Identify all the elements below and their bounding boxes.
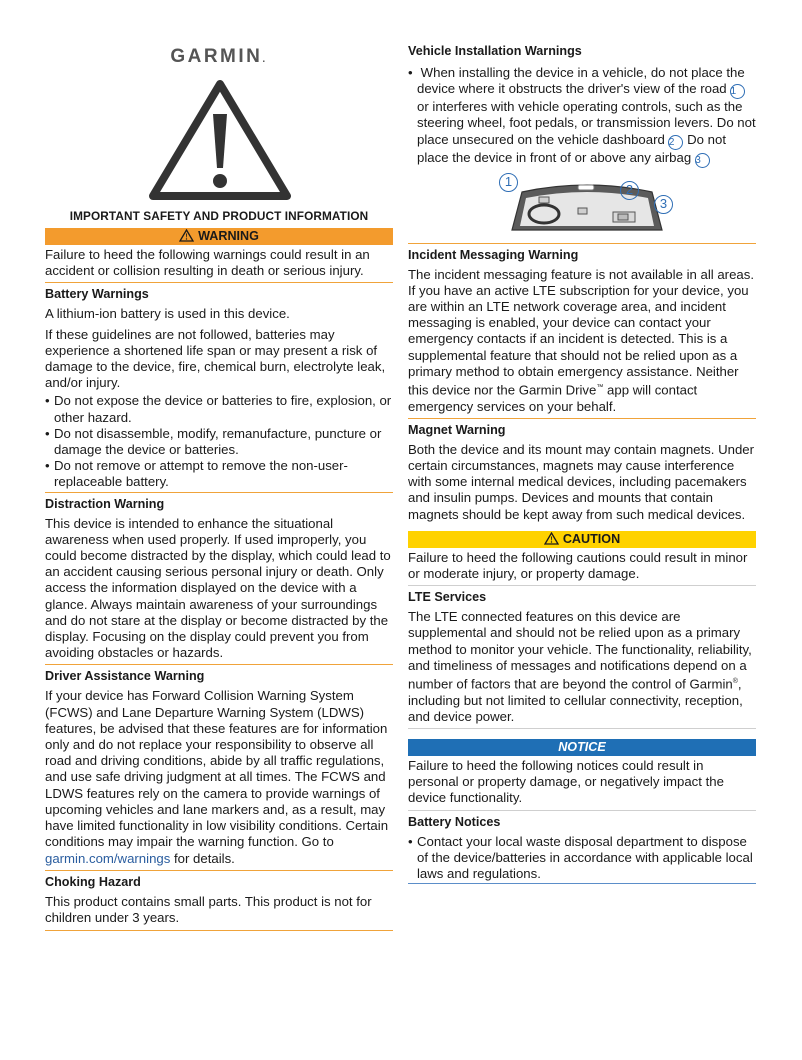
garmin-logo: GARMIN. <box>170 46 268 67</box>
warning-banner: WARNING <box>45 228 393 245</box>
battery-warnings-heading: Battery Warnings <box>45 287 149 302</box>
caution-banner: CAUTION <box>408 531 756 548</box>
battery-notices-bullets <box>408 834 756 885</box>
vehicle-bullets <box>408 65 756 168</box>
choking-hazard-heading: Choking Hazard <box>45 874 141 889</box>
document-title: IMPORTANT SAFETY AND PRODUCT INFORMATION <box>69 209 369 223</box>
incident-text: The incident messaging feature is not available in all areas. If you have an active LTE subscription for your device, you are within an LTE network coverage area, and incident messaging is enabled, your device can contact your emergency contacts if an incident is detected. This is a supplemental feature that should not be relied upon as a primary method to obtain emergency assistance. Neither this device nor the Garmin Drive™ app will contact emergency services on your behalf. <box>408 267 756 419</box>
magnet-text: Both the device and its mount may contain magnets. Under certain circumstances, magnets may cause interference with some internal medical devices, including pacemakers and insulin pumps. Devices and mounts that contain magnets should be kept away from such medical devices. <box>408 441 754 522</box>
battery-text-1: A lithium-ion battery is used in this device. <box>45 306 290 322</box>
warning-triangle-icon <box>147 78 293 202</box>
list-item: • When installing the device in a vehicle, do not place the device where it obstructs the driver's view of the road 1 or interferes with vehicle operating controls, such as the steering wheel, foot pedals, or transmission levers. Do not place unsecured on the vehicle dashboard 2 Do not place the device in front of or above any airbag 3 <box>408 65 756 168</box>
distraction-text: This device is intended to enhance the situational awareness when used properly. If used improperly, you could become distracted by the display, which could lead to an accident causing serious personal injury or death. Only access the information displayed on the device with a glance. Always maintain awareness of your surroundings and do not stare at the display or become distracted by the display. Focusing on the display could prevent you from avoiding obstacles or hazards. <box>45 516 393 666</box>
callout-2-icon: 2 <box>668 135 683 150</box>
driver-assistance-heading: Driver Assistance Warning <box>45 669 205 684</box>
caution-text: Failure to heed the following cautions could result in minor or moderate injury, or property damage. <box>408 548 756 586</box>
lte-text: The LTE connected features on this device are supplemental and should not be relied upon as a primary method to monitor your vehicle. The functionality, reliability, and timeliness of messages and notifications depend on a number of factors that are beyond the control of Garmin®, including but not limited to cellular connectivity, reception, and device power. <box>408 609 756 729</box>
vehicle-diagram <box>408 168 756 244</box>
battery-bullets <box>45 393 393 492</box>
notice-banner: NOTICE <box>408 739 756 756</box>
callout-3-icon: 3 <box>695 153 710 168</box>
vehicle-installation-heading: Vehicle Installation Warnings <box>408 44 582 58</box>
callout-1-icon: 1 <box>730 84 745 99</box>
list-item: • Do not expose the device or batteries to fire, explosion, or other hazard. <box>45 393 393 425</box>
warnings-link[interactable]: garmin.com/warnings <box>45 850 171 866</box>
warning-symbol-icon <box>179 229 194 242</box>
notice-text: Failure to heed the following notices could result in personal or property damage, or negatively impact the device functionality. <box>408 756 756 811</box>
incident-messaging-heading: Incident Messaging Warning <box>408 247 579 262</box>
battery-text-2: If these guidelines are not followed, batteries may experience a shortened life span or may present a risk of damage to the device, fire, chemical burn, electrolyte leak, and/or injury. <box>45 326 386 391</box>
choking-text: This product contains small parts. This product is not for children under 3 years. <box>45 894 393 931</box>
diagram-callout-1-icon: 1 <box>499 173 518 192</box>
diagram-callout-3-icon: 3 <box>654 195 673 214</box>
list-item: • Do not disassemble, modify, remanufacture, puncture or damage the device or batteries. <box>45 426 393 458</box>
diagram-callout-2-icon: 2 <box>620 181 639 200</box>
list-item: • Contact your local waste disposal department to dispose of the device/batteries in accordance with applicable local laws and regulations. <box>408 834 756 883</box>
magnet-warning-heading: Magnet Warning <box>408 422 506 437</box>
warning-intro-text: Failure to heed the following warnings could result in an accident or collision resulting in death or serious injury. <box>45 245 393 283</box>
distraction-warning-heading: Distraction Warning <box>45 496 165 511</box>
lte-services-heading: LTE Services <box>408 590 487 605</box>
caution-symbol-icon <box>544 532 559 545</box>
list-item: • Do not remove or attempt to remove the non-user-replaceable battery. <box>45 458 393 490</box>
battery-notices-heading: Battery Notices <box>408 814 501 829</box>
dashboard-illustration <box>498 176 676 236</box>
driver-assistance-text: If your device has Forward Collision Warning System (FCWS) and Lane Departure Warning System (LDWS) features, be advised that these features are for information only and do not replace your responsibility to observe all road and driving conditions, abide by all traffic regulations, and use safe driving judgment at all times. The FCWS and LDWS features rely on the camera to provide warnings of upcoming vehicles and lane markers and, as a result, may have limited functionality in low visibility conditions. Certain conditions may impair the warning function. Go to garmin.com/warnings for details. <box>45 688 393 870</box>
